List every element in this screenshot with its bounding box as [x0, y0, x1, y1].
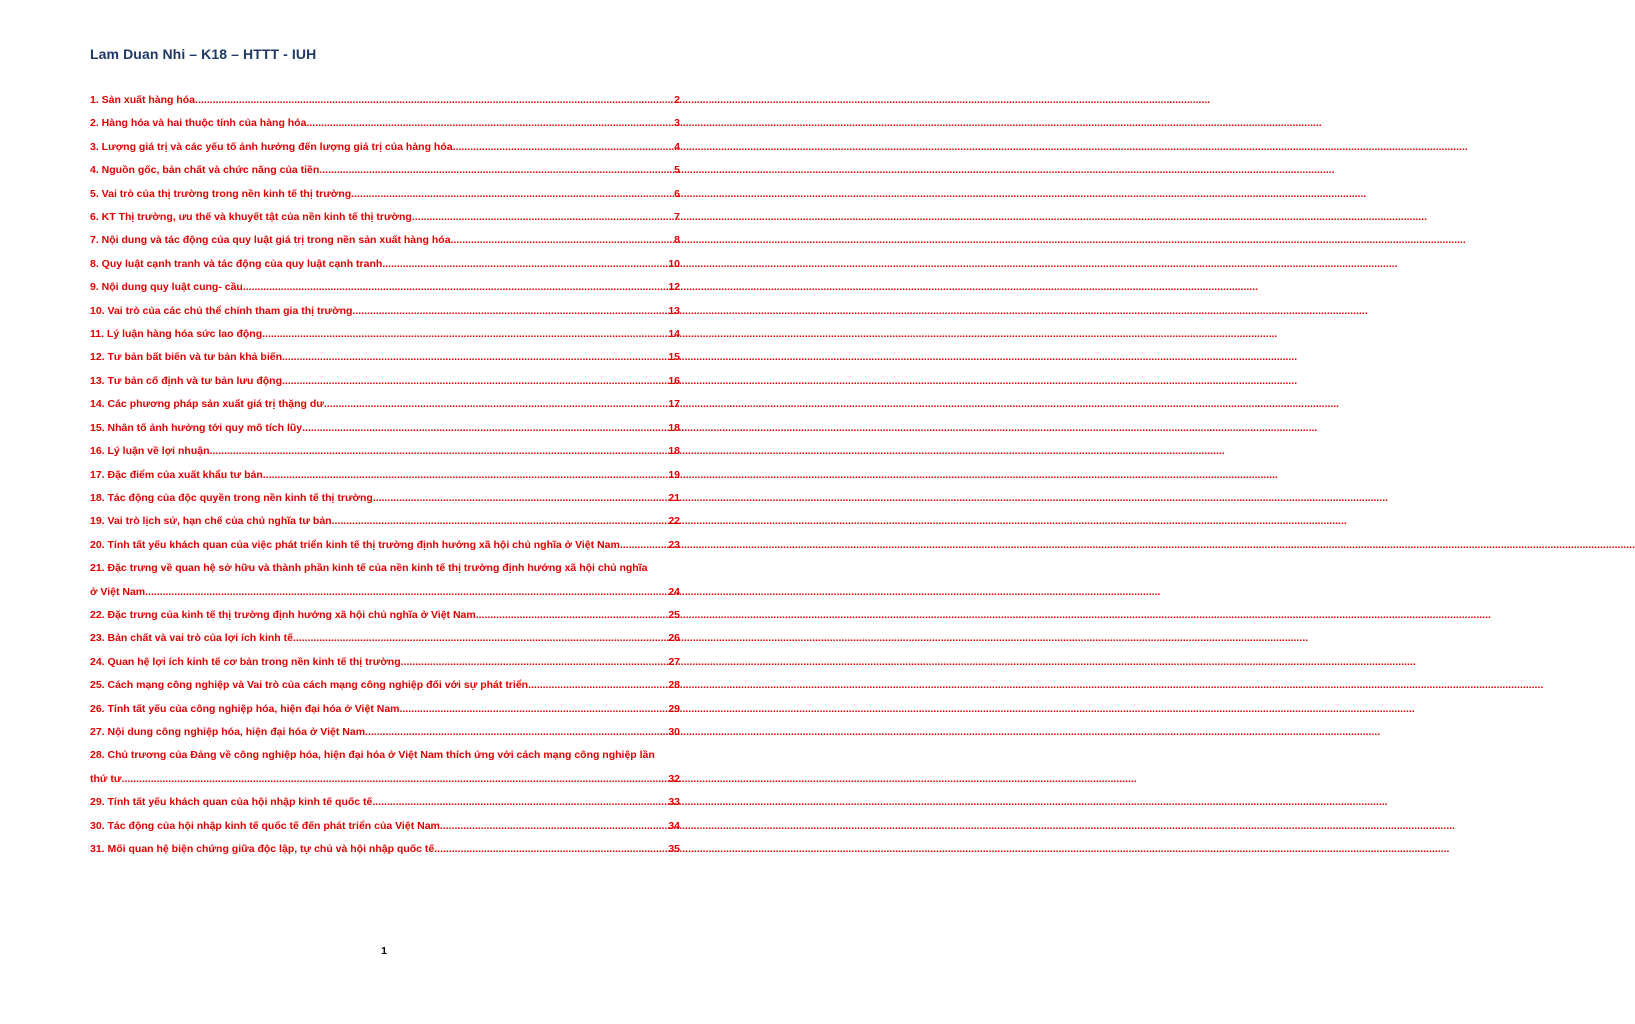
toc-entry-page-number: 33	[668, 796, 680, 809]
toc-dot-leader	[145, 581, 667, 604]
toc-entry-page-number: 6	[674, 187, 680, 200]
toc-entry[interactable]	[90, 206, 680, 229]
toc-entry[interactable]	[90, 604, 680, 627]
toc-entry-row	[90, 136, 680, 159]
toc-entry-row	[90, 510, 680, 533]
toc-entry-row	[90, 206, 680, 229]
toc-entry-row	[90, 604, 680, 627]
toc-entry[interactable]	[90, 791, 680, 814]
toc-dot-leader	[401, 651, 668, 674]
toc-entry[interactable]	[90, 487, 680, 510]
toc-entry-page-number: 7	[674, 211, 680, 224]
toc-entry[interactable]	[90, 417, 680, 440]
toc-entry[interactable]	[90, 815, 680, 838]
toc-dot-leader	[476, 604, 668, 627]
toc-entry-page-number: 12	[668, 281, 680, 294]
toc-dot-leader	[210, 440, 668, 463]
toc-dot-leader	[373, 487, 667, 510]
toc-entry-title: 7. Nội dung và tác động của quy luật giá trị trong nền sản xuất hàng hóa	[90, 234, 451, 247]
toc-entry-page-number: 14	[668, 328, 680, 341]
toc-entry-page-number: 2	[674, 94, 680, 106]
toc-entry-title: 6. KT Thị trường, ưu thế và khuyết tật của nền kinh tế thị trường	[90, 211, 412, 224]
toc-entry-page-number: 10	[668, 257, 680, 270]
toc-entry[interactable]	[90, 651, 680, 674]
toc-entry-page-number: 5	[674, 164, 680, 177]
toc-entry-page-number: 30	[668, 725, 680, 738]
toc-entry-row	[90, 627, 680, 650]
table-of-contents	[90, 89, 680, 861]
page-header: Lam Duan Nhi – K18 – HTTT - IUH	[90, 46, 317, 62]
toc-entry-page-number: 15	[668, 351, 680, 364]
toc-entry-title: 2. Hàng hóa và hai thuộc tính của hàng hóa	[90, 117, 307, 130]
toc-dot-leader	[332, 510, 668, 533]
toc-entry-title: 29. Tính tất yếu khách quan của hội nhập kinh tế quốc tế	[90, 796, 373, 809]
toc-entry-page-number: 19	[668, 468, 680, 481]
toc-entry-page-number: 26	[668, 632, 680, 645]
toc-entry[interactable]	[90, 183, 680, 206]
toc-dot-leader	[243, 276, 667, 299]
toc-dot-leader	[372, 791, 667, 814]
toc-entry[interactable]	[90, 276, 680, 299]
toc-dot-leader	[195, 89, 673, 112]
toc-entry[interactable]	[90, 721, 680, 744]
toc-entry-row	[90, 791, 680, 814]
toc-dot-leader	[400, 698, 668, 721]
toc-entry-row	[90, 464, 680, 487]
toc-entry-page-number: 16	[668, 374, 680, 387]
toc-entry-page-number: 34	[668, 819, 680, 832]
toc-entry-title: 17. Đặc điểm của xuất khẩu tư bản	[90, 468, 263, 481]
toc-entry-page-number: 24	[668, 585, 680, 598]
toc-entry[interactable]	[90, 159, 680, 182]
toc-entry-title: 25. Cách mạng công nghiệp và Vai trò của cách mạng công nghiệp đối với sự phát triển	[90, 679, 529, 692]
toc-entry-row	[90, 698, 680, 721]
toc-entry-row	[90, 768, 680, 791]
toc-entry[interactable]	[90, 698, 680, 721]
toc-entry-title: 3. Lượng giá trị và các yếu tố ảnh hưởng đến lượng giá trị của hàng hóa	[90, 140, 453, 153]
toc-dot-leader	[293, 627, 667, 650]
toc-entry-page-number: 8	[674, 234, 680, 247]
toc-entry-row	[90, 674, 680, 697]
toc-entry-title: 30. Tác động của hội nhập kinh tế quốc tế đến phát triển của Việt Nam	[90, 819, 440, 832]
toc-dot-leader	[122, 768, 668, 791]
toc-entry-row	[90, 253, 680, 276]
toc-entry-title-line1: 21. Đặc trưng về quan hệ sở hữu và thành phần kinh tế của nền kinh tế thị trường định hướng xã hội chủ nghĩa	[90, 562, 648, 575]
toc-entry[interactable]	[90, 370, 680, 393]
toc-dot-leader	[412, 206, 673, 229]
toc-entry-title: 19. Vai trò lịch sử, hạn chế của chủ nghĩa tư bản	[90, 515, 332, 528]
toc-entry-title: 20. Tính tất yếu khách quan của việc phát triển kinh tế thị trường định hướng xã hội chủ nghĩa ở Việt Nam	[90, 538, 620, 551]
toc-entry-title: 14. Các phương pháp sản xuất giá trị thặng dư	[90, 398, 324, 411]
toc-entry-row	[90, 159, 680, 182]
toc-entry[interactable]	[90, 838, 680, 861]
toc-dot-leader	[528, 674, 667, 697]
toc-entry-title: 1. Sản xuất hàng hóa	[90, 94, 196, 106]
toc-entry-row	[90, 440, 680, 463]
toc-entry-title: 12. Tư bản bất biến và tư bản khả biến	[90, 351, 282, 364]
toc-entry-title: 9. Nội dung quy luật cung- cầu	[90, 281, 243, 294]
toc-entry-row	[90, 112, 680, 135]
toc-entry-row	[90, 183, 680, 206]
toc-entry[interactable]	[90, 346, 680, 369]
toc-entry[interactable]	[90, 89, 680, 112]
toc-entry-row	[90, 815, 680, 838]
toc-entry-page-number: 4	[674, 140, 680, 153]
toc-entry-page-number: 32	[668, 772, 680, 785]
toc-dot-leader	[302, 417, 667, 440]
toc-entry[interactable]	[90, 136, 680, 159]
toc-entry-row	[90, 276, 680, 299]
toc-entry-title: 18. Tác động của độc quyền trong nền kinh tế thị trường	[90, 491, 373, 504]
toc-entry-row	[90, 581, 680, 604]
toc-entry-title: 10. Vai trò của các chủ thể chính tham gia thị trường	[90, 304, 353, 317]
toc-entry-page-number: 18	[668, 445, 680, 458]
toc-entry-title: 16. Lý luận về lợi nhuận	[90, 445, 210, 458]
toc-entry-row	[90, 323, 680, 346]
toc-entry-row	[90, 300, 680, 323]
toc-entry-page-number: 35	[668, 843, 680, 855]
toc-dot-leader	[620, 534, 668, 557]
toc-entry-page-number: 21	[668, 491, 680, 504]
toc-entry-page-number: 3	[674, 117, 680, 130]
toc-dot-leader	[262, 323, 667, 346]
toc-entry-title: 23. Bản chất và vai trò của lợi ích kinh tế	[90, 632, 293, 645]
toc-entry[interactable]	[90, 229, 680, 252]
toc-entry-row	[90, 417, 680, 440]
toc-dot-leader	[352, 300, 667, 323]
toc-dot-leader	[282, 370, 667, 393]
toc-entry-title-line1: 28. Chủ trương của Đảng về công nghiệp hóa, hiện đại hóa ở Việt Nam thích ứng với cách mạng công nghiệp lần	[90, 749, 655, 762]
toc-dot-leader	[319, 159, 673, 182]
toc-entry-page-number: 18	[668, 421, 680, 434]
toc-entry-title: 5. Vai trò của thị trường trong nền kinh tế thị trường	[90, 187, 352, 200]
toc-entry-page-number: 29	[668, 702, 680, 715]
toc-dot-leader	[365, 721, 667, 744]
toc-entry[interactable]	[90, 744, 680, 791]
toc-dot-leader	[440, 815, 667, 838]
toc-entry-title: 8. Quy luật cạnh tranh và tác động của quy luật cạnh tranh	[90, 257, 383, 270]
toc-entry-row	[90, 534, 680, 557]
toc-entry[interactable]	[90, 627, 680, 650]
toc-entry-title: 24. Quan hệ lợi ích kinh tế cơ bản trong nền kinh tế thị trường	[90, 655, 401, 668]
toc-entry-row	[90, 838, 680, 861]
toc-entry[interactable]	[90, 323, 680, 346]
toc-entry-row	[90, 393, 680, 416]
toc-entry-title: 22. Đặc trưng của kinh tế thị trường định hướng xã hội chủ nghĩa ở Việt Nam	[90, 608, 476, 621]
toc-entry-row	[90, 346, 680, 369]
toc-entry[interactable]	[90, 440, 680, 463]
toc-entry-title: 15. Nhân tố ảnh hưởng tới quy mô tích lũy	[90, 421, 303, 434]
toc-entry-title: 26. Tính tất yếu của công nghiệp hóa, hiện đại hóa ở Việt Nam	[90, 702, 400, 715]
toc-entry-title: thứ tư	[90, 772, 122, 785]
document-page	[0, 0, 768, 1024]
toc-dot-leader	[263, 464, 668, 487]
toc-dot-leader	[282, 346, 667, 369]
toc-entry-title: 13. Tư bản cố định và tư bản lưu động	[90, 374, 282, 387]
toc-entry[interactable]	[90, 300, 680, 323]
toc-entry-title: ở Việt Nam	[90, 585, 146, 598]
toc-dot-leader	[324, 393, 667, 416]
toc-entry[interactable]	[90, 253, 680, 276]
toc-entry-page-number: 27	[668, 655, 680, 668]
toc-entry-page-number: 13	[668, 304, 680, 317]
toc-dot-leader	[453, 136, 674, 159]
toc-entry[interactable]	[90, 557, 680, 604]
toc-dot-leader	[451, 229, 674, 252]
toc-entry-row	[90, 229, 680, 252]
toc-entry-title: 11. Lý luận hàng hóa sức lao động	[90, 328, 263, 341]
toc-entry-row	[90, 721, 680, 744]
toc-entry[interactable]	[90, 510, 680, 533]
toc-dot-leader	[351, 183, 673, 206]
toc-entry-title: 4. Nguồn gốc, bản chất và chức năng của tiền	[90, 164, 320, 177]
toc-entry-page-number: 17	[668, 398, 680, 411]
toc-entry-row	[90, 370, 680, 393]
toc-entry-page-number: 25	[668, 608, 680, 621]
toc-entry[interactable]	[90, 534, 680, 557]
toc-entry-page-number: 28	[668, 679, 680, 692]
toc-dot-leader	[434, 838, 667, 861]
toc-dot-leader	[382, 253, 667, 276]
toc-entry[interactable]	[90, 112, 680, 135]
toc-entry-row	[90, 651, 680, 674]
page-number: 1	[381, 945, 387, 957]
toc-entry-row	[90, 487, 680, 510]
toc-entry-title: 27. Nội dung công nghiệp hóa, hiện đại hóa ở Việt Nam	[90, 725, 366, 738]
toc-entry-row	[90, 89, 680, 112]
toc-entry-title: 31. Mối quan hệ biện chứng giữa độc lập, tự chủ và hội nhập quốc tế	[90, 843, 435, 855]
toc-dot-leader	[306, 112, 673, 135]
toc-entry-page-number: 22	[668, 515, 680, 528]
toc-entry-page-number: 23	[668, 538, 680, 551]
toc-entry[interactable]	[90, 464, 680, 487]
toc-entry[interactable]	[90, 674, 680, 697]
toc-entry[interactable]	[90, 393, 680, 416]
